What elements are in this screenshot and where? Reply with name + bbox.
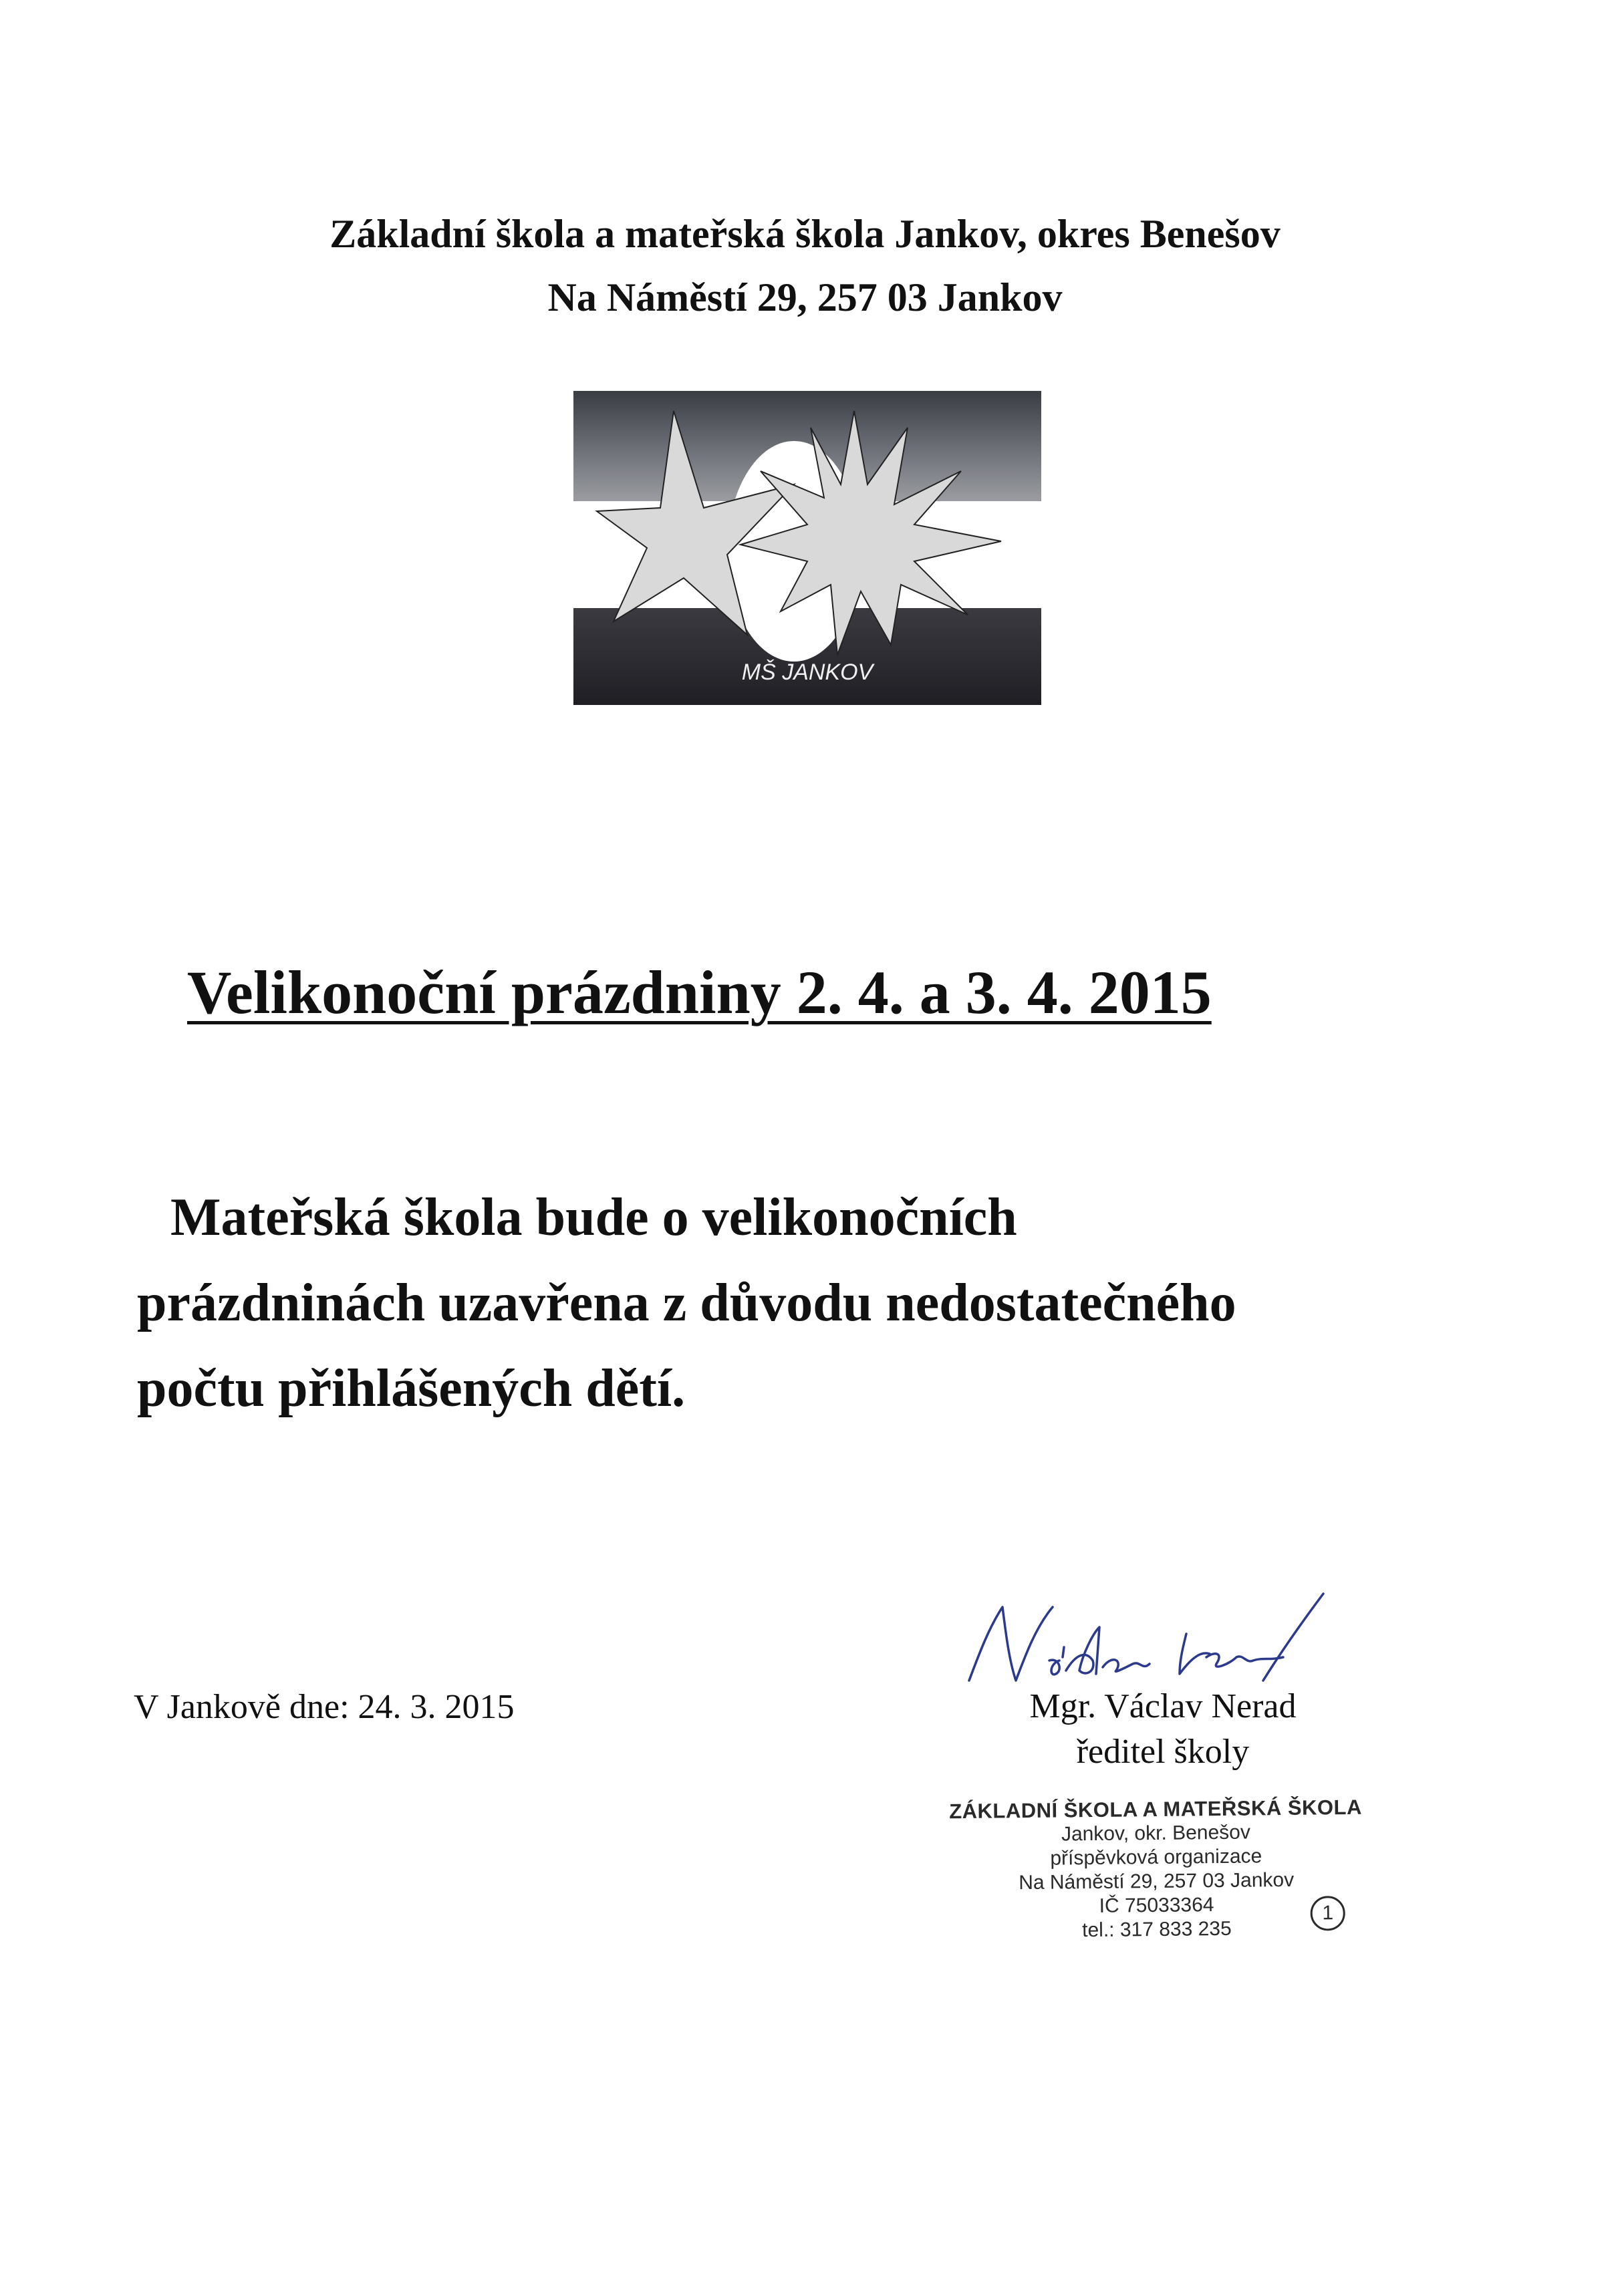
school-address: Na Náměstí 29, 257 03 Jankov — [547, 275, 1063, 319]
signer-role: ředitel školy — [1076, 1733, 1250, 1771]
logo-text: MŠ JANKOV — [741, 660, 874, 685]
announcement-title — [187, 956, 1212, 1029]
official-stamp — [922, 1795, 1391, 1944]
body-line: prázdninách uzavřena z důvodu nedostatečného — [137, 1274, 1236, 1332]
announcement-title-text: Velikonoční prázdniny 2. 4. a 3. 4. 2015 — [187, 958, 1212, 1026]
signer-name: Mgr. Václav Nerad — [1029, 1687, 1297, 1725]
announcement-body — [137, 1175, 1474, 1431]
school-name: Základní škola a mateřská škola Jankov, okres Benešov — [329, 212, 1281, 256]
stamp-line: Na Náměstí 29, 257 03 Jankov — [1019, 1868, 1295, 1894]
stars-logo-icon — [573, 391, 1041, 705]
stamp-line: IČ 75033364 — [1099, 1894, 1214, 1917]
body-line: počtu přihlášených dětí. — [137, 1359, 686, 1418]
stamp-line: příspěvková organizace — [1050, 1845, 1262, 1870]
stamp-title: ZÁKLADNÍ ŠKOLA A MATEŘSKÁ ŠKOLA — [949, 1795, 1363, 1824]
stamp-number-badge: 1 — [1310, 1896, 1345, 1931]
school-logo — [573, 391, 1041, 705]
body-line: Mateřská škola bude o velikonočních — [170, 1188, 1017, 1247]
signer-block — [909, 1684, 1417, 1775]
stamp-line: tel.: 317 833 235 — [1082, 1917, 1232, 1942]
place-date: V Jankově dne: 24. 3. 2015 — [134, 1688, 515, 1726]
stamp-line: Jankov, okr. Benešov — [1061, 1821, 1251, 1846]
